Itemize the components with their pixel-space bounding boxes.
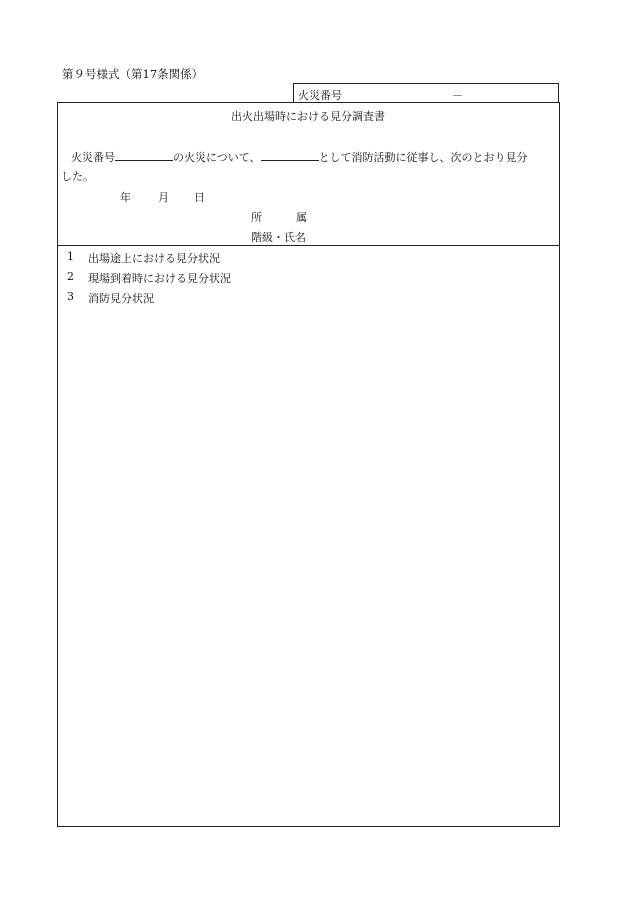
department-label-part-1: 所 (251, 211, 262, 224)
fire-number-label: 火災番号 (298, 89, 342, 102)
date-month-label: 月 (158, 191, 169, 204)
body-text-line-1 (71, 149, 528, 165)
fire-number-dash: － (452, 89, 463, 102)
item-number: 2 (67, 270, 74, 283)
body-text-line-2: した。 (61, 170, 94, 183)
body-text-part-3: として消防活動に従事し、次のとおり見分 (318, 151, 528, 164)
date-year-label: 年 (120, 191, 131, 204)
item-number: 1 (67, 250, 74, 263)
date-day-label: 日 (194, 191, 205, 204)
document-title: 出火出場時における見分調査書 (231, 110, 385, 123)
survey-form-box (57, 102, 560, 827)
item-heading: 消防見分状況 (88, 292, 154, 305)
fire-number-box (293, 83, 559, 102)
rank-name-label: 階級・氏名 (251, 231, 306, 244)
item-heading: 現場到着時における見分状況 (88, 272, 231, 285)
form-number-label: 第９号様式（第17条関係） (62, 67, 204, 81)
item-heading: 出場途上における見分状況 (88, 252, 220, 265)
section-divider (58, 245, 559, 246)
role-blank (261, 149, 319, 161)
body-text-part-2: の火災について、 (173, 151, 261, 164)
department-label-part-2: 属 (296, 211, 307, 224)
fire-number-blank (115, 149, 173, 161)
body-text-part-1: 火災番号 (71, 151, 115, 164)
item-number: 3 (67, 290, 74, 303)
